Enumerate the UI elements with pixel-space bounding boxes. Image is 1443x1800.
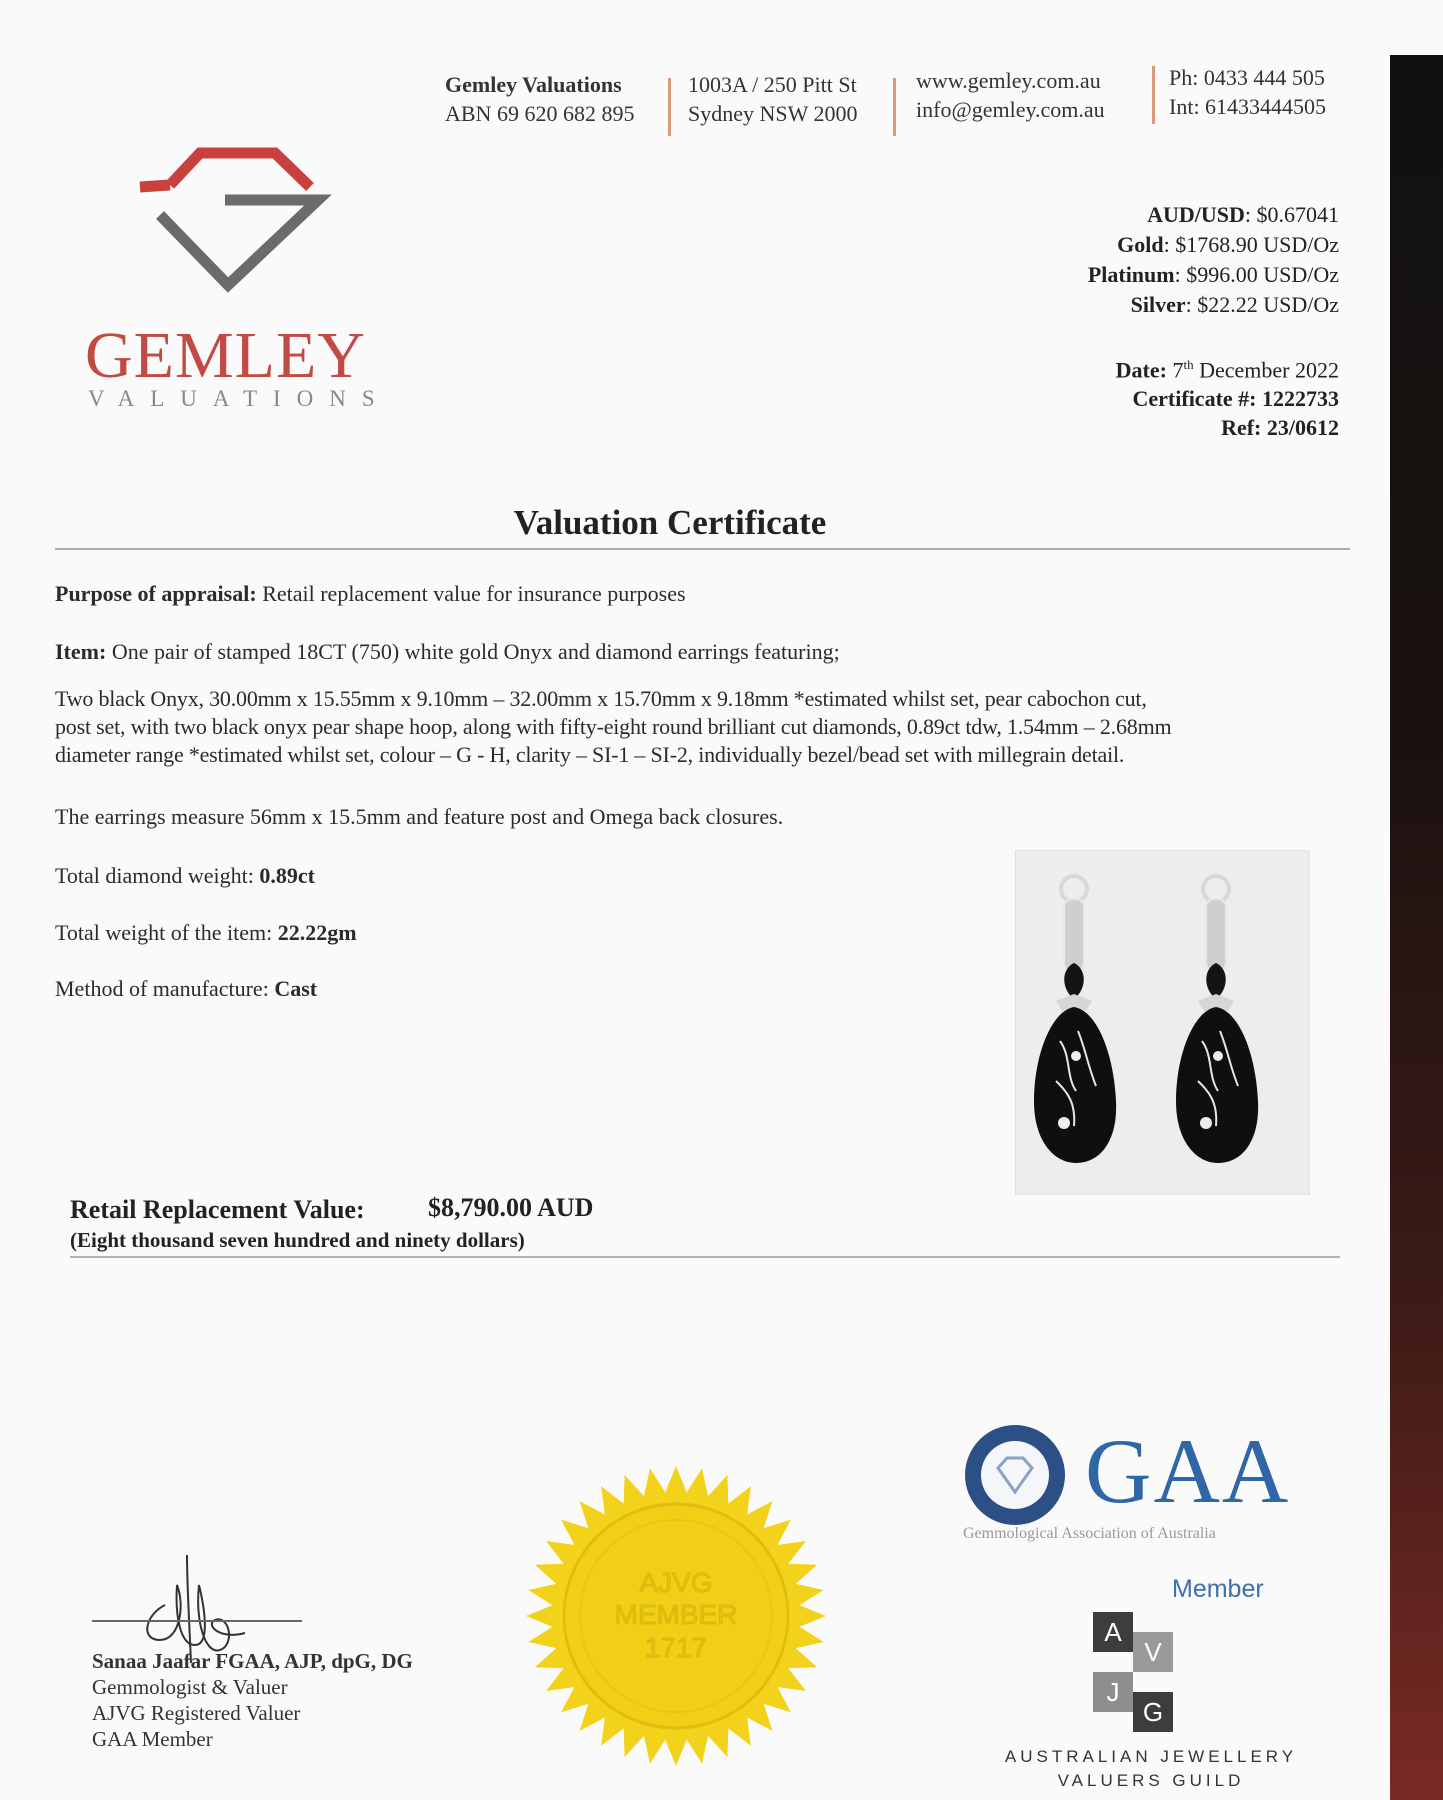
certificate-date: Date: 7th December 2022 [1115,357,1339,383]
description-line: diameter range *estimated whilst set, colour – G - H, clarity – SI-1 – SI-2, individually bezel/bead set with millegrain detail. [55,742,1125,767]
address-line-1: 1003A / 250 Pitt St [688,72,857,97]
document-title: Valuation Certificate [513,503,827,542]
header-divider [668,78,671,136]
ajvg-letter: V [1133,1632,1173,1672]
seal-text: AJVG [639,1567,713,1598]
item-weight-line: Total weight of the item: 22.22gm [55,920,357,945]
earrings-photo [1015,850,1310,1195]
phone-number: Ph: 0433 444 505 [1169,65,1325,90]
value-rule [70,1256,1340,1258]
rate-silver: Silver: $22.22 USD/Oz [1130,292,1339,317]
title-rule [55,548,1350,550]
phone-block [1169,63,1326,121]
retail-value-words: (Eight thousand seven hundred and ninety dollars) [70,1228,525,1252]
logo-subtitle: VALUATIONS [88,386,391,411]
rate-gold: Gold: $1768.90 USD/Oz [1117,232,1339,257]
signer-role: AJVG Registered Valuer [92,1701,301,1725]
web-block [916,66,1105,124]
purpose-line: Purpose of appraisal: Retail replacement value for insurance purposes [55,581,686,606]
gemley-logo-icon [130,145,340,295]
ajvg-letter: A [1093,1612,1133,1652]
retail-value-amount: $8,790.00 AUD [428,1193,594,1222]
company-block [445,70,634,128]
signer-role: Gemmologist & Valuer [92,1675,288,1699]
item-description [55,685,1355,769]
address-line-2: Sydney NSW 2000 [688,101,858,126]
gaa-member-label: Member [1172,1575,1264,1603]
seal-text: MEMBER [614,1599,738,1630]
intl-phone-number: Int: 61433444505 [1169,94,1327,119]
header-divider [893,78,896,136]
gaa-wordmark: GAA [1085,1420,1291,1522]
email-link[interactable]: info@gemley.com.au [916,97,1105,122]
diamond-weight-line: Total diamond weight: 0.89ct [55,863,315,888]
rate-platinum: Platinum: $996.00 USD/Oz [1087,262,1339,287]
certificate-number: Certificate #: 1222733 [1132,386,1339,412]
metal-rates [1088,200,1339,320]
signer-name: Sanaa Jaafar FGAA, AJP, dpG, DG [92,1649,413,1673]
earring-left [1034,876,1116,1163]
signer-role: GAA Member [92,1727,213,1751]
gaa-badge-icon [960,1420,1070,1530]
retail-value-label: Retail Replacement Value: [70,1195,365,1224]
earrings-image [1016,851,1311,1196]
description-line: Two black Onyx, 30.00mm x 15.55mm x 9.10mm – 32.00mm x 15.70mm x 9.18mm *estimated whilst set, pear cabochon cut, [55,686,1147,711]
seal-text: 1717 [644,1632,708,1663]
certificate-ref: Ref: 23/0612 [1221,415,1339,441]
page-edge-shadow [1390,55,1443,1800]
company-name: Gemley Valuations [445,72,622,97]
item-line: Item: One pair of stamped 18CT (750) white gold Onyx and diamond earrings featuring; [55,639,840,664]
address-block [688,70,858,128]
rate-audusd: AUD/USD: $0.67041 [1147,202,1339,227]
measurement-line: The earrings measure 56mm x 15.5mm and feature post and Omega back closures. [55,804,784,829]
ajvg-logo-icon [1093,1612,1213,1734]
signer-block [92,1648,413,1752]
website-link[interactable]: www.gemley.com.au [916,68,1101,93]
gaa-full-name: Gemmological Association of Australia [963,1525,1216,1542]
ajvg-name: AUSTRALIAN JEWELLERY VALUERS GUILD [1004,1747,1298,1790]
signature-image [125,1545,255,1665]
ajvg-letter: J [1093,1672,1133,1712]
signature-line [92,1620,302,1622]
certificate-meta [1116,350,1339,442]
manufacture-line: Method of manufacture: Cast [55,976,318,1001]
ajvg-seal-icon [522,1462,830,1770]
company-abn: ABN 69 620 682 895 [445,101,635,126]
logo-wordmark: GEMLEY [85,319,366,392]
header-divider [1152,66,1155,124]
ajvg-letter: G [1133,1692,1173,1732]
earring-right [1176,876,1258,1163]
description-line: post set, with two black onyx pear shape hoop, along with fifty-eight round brilliant cut diamonds, 0.89ct tdw, 1.54mm – 2.68mm [55,714,1172,739]
